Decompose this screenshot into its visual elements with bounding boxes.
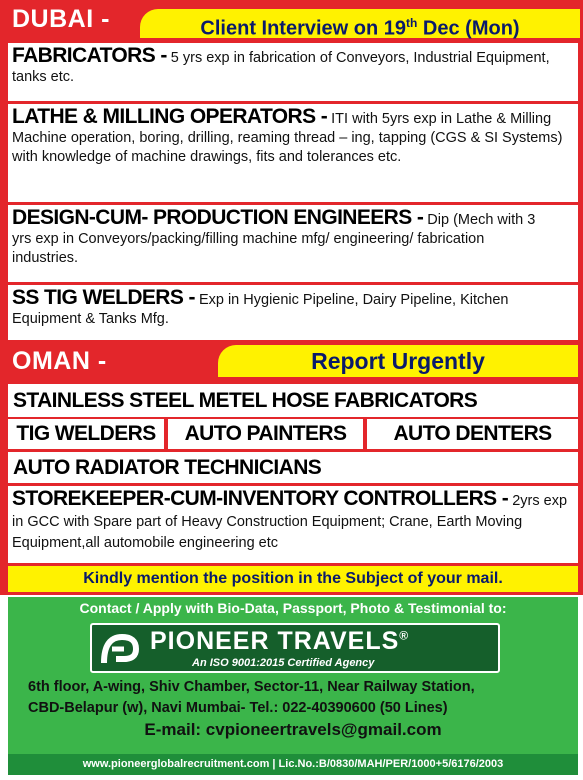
- job-auto-radiator-technicians: AUTO RADIATOR TECHNICIANS: [8, 452, 578, 483]
- job-card-fabricators: FABRICATORS - 5 yrs exp in fabrication of Conveyors, Industrial Equipment, tanks etc.: [8, 43, 578, 101]
- address-line-2: CBD-Belapur (w), Navi Mumbai- Tel.: 022-40390600 (50 Lines): [28, 700, 448, 716]
- pioneer-logo-icon: [98, 629, 142, 669]
- dubai-label: DUBAI -: [12, 5, 110, 33]
- dubai-headline: Client Interview on 19th Dec (Mon): [140, 9, 580, 38]
- footer-bar: www.pioneerglobalrecruitment.com | Lic.No.:B/0830/MAH/PER/1000+5/6176/2003: [8, 754, 578, 775]
- job-auto-denters: AUTO DENTERS: [367, 419, 578, 449]
- job-storekeeper: STOREKEEPER-CUM-INVENTORY CONTROLLERS - 2yrs exp in GCC with Spare part of Heavy Construction Equipment; Crane, Earth Moving Equipment,all automobile engineering etc: [8, 486, 578, 563]
- job-tig-welders: TIG WELDERS: [8, 419, 164, 449]
- job-stainless-hose-fabricators: STAINLESS STEEL METEL HOSE FABRICATORS: [8, 384, 578, 417]
- iso-certification: An ISO 9001:2015 Certified Agency: [192, 657, 375, 669]
- oman-headline: Report Urgently: [218, 345, 578, 377]
- job-card-lathe-milling: LATHE & MILLING OPERATORS - ITI with 5yrs exp in Lathe & Milling Machine operation, boring, drilling, reaming thread – ing, tapping (CGS & SI Systems) with knowledge of machine drawings, fits and tolerances etc.: [8, 104, 578, 202]
- subject-notice: Kindly mention the position in the Subject of your mail.: [8, 566, 578, 592]
- contact-email[interactable]: E-mail: cvpioneertravels@gmail.com: [144, 720, 442, 739]
- address-line-1: 6th floor, A-wing, Shiv Chamber, Sector-11, Near Railway Station,: [28, 679, 475, 695]
- oman-label: OMAN -: [12, 347, 107, 375]
- job-auto-painters: AUTO PAINTERS: [168, 419, 363, 449]
- job-card-design-engineers: DESIGN-CUM- PRODUCTION ENGINEERS - Dip (Mech with 3 yrs exp in Conveyors/packing/filling machine mfg/ engineering/ fabrication industries.: [8, 205, 578, 282]
- job-card-ss-tig-welders: SS TIG WELDERS - Exp in Hygienic Pipeline, Dairy Pipeline, Kitchen Equipment & Tanks Mfg.: [8, 285, 578, 340]
- company-logo-banner: [90, 623, 500, 673]
- contact-intro: Contact / Apply with Bio-Data, Passport, Photo & Testimonial to:: [79, 600, 507, 616]
- company-name: PIONEER TRAVELS®: [150, 627, 410, 655]
